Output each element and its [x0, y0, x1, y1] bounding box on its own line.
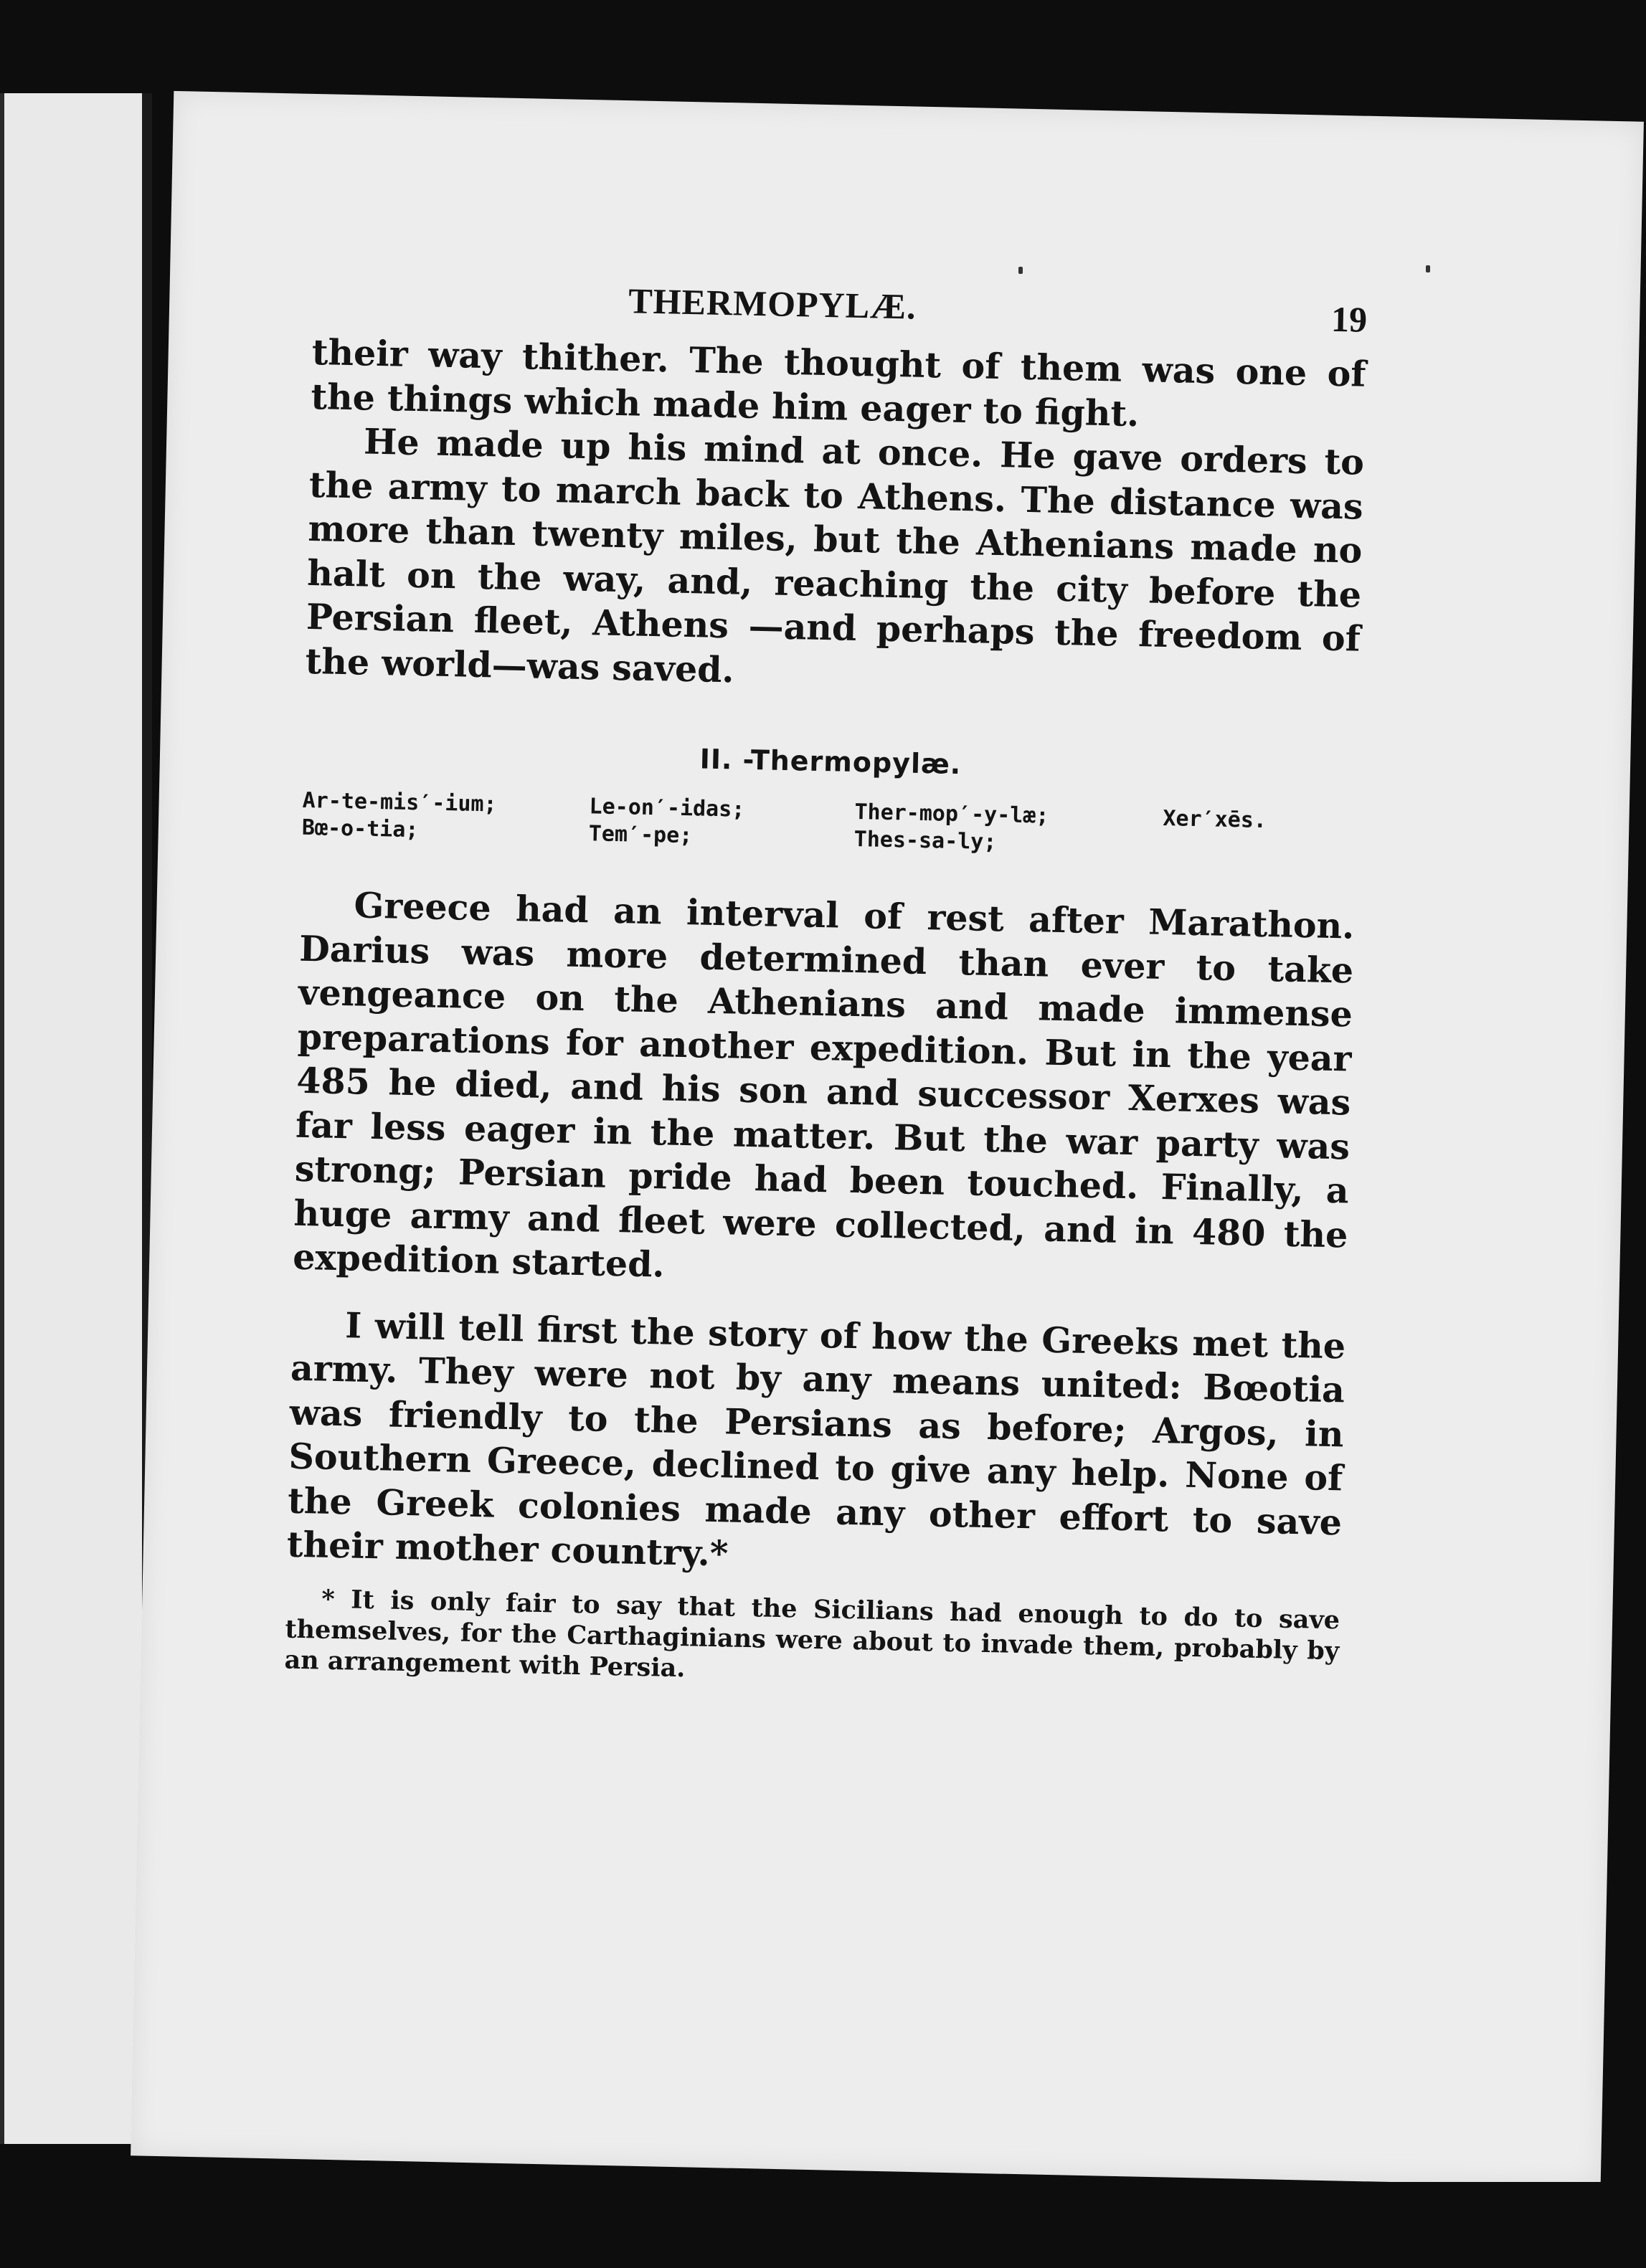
pronunciation-artemisium: Ar-te-mis′-ium; [302, 787, 497, 817]
pronunciation-thessaly: Thes-sa-ly; [853, 826, 997, 855]
pronunciation-leonidas: Le-on′-idas; [589, 794, 745, 822]
paragraph-greeks-met-army: I will tell first the story of how the Greeks met the army. They were not by any means united: Bœotia was friendly to the Persians as before; Argos, in Southern Greece, declined to give any help. None of the Greek colonies made any other effort to save their mother country.* [286, 1304, 1346, 1575]
page-text-block [283, 273, 1367, 1722]
pronunciation-boeotia: Bœ-o-tia; [301, 815, 419, 843]
footnote: * It is only fair to say that the Sicilians had enough to do to save themselves, for the Carthaginians were about to invade them, probably by an arrangement with Persia. [284, 1584, 1340, 1683]
paragraph-continued: their way thither. The thought of them was one of the things which made him eager to fight. [310, 331, 1367, 435]
pronunciation-xerxes: Xer′xēs. [1163, 805, 1267, 833]
facing-page-border [0, 93, 4, 2144]
scanner-bed-bottom [0, 2182, 1646, 2268]
scan-speck [1018, 267, 1023, 274]
pronunciation-thermopylae: Ther-mop′-y-læ; [854, 799, 1049, 829]
pronunciation-tempe: Tem′-pe; [588, 821, 693, 849]
facing-page-edge [0, 93, 147, 2144]
page-number: 19 [1330, 298, 1368, 340]
scan-speck [1426, 265, 1430, 272]
pronunciation-guide [302, 788, 1357, 863]
pronunciation-empty [1162, 833, 1356, 863]
section-heading: II. -Thermopylæ. [699, 743, 962, 781]
book-page [131, 91, 1644, 2186]
running-title: THERMOPYLÆ. [628, 280, 917, 327]
paragraph-interval-of-rest: Greece had an interval of rest after Marathon. Darius was more determined than ever to take vengeance on the Athenians and made immense preparations for another expedition. But in the year 485 he died, and his son and successor Xerxes was far less eager in the matter. But the war party was strong; Persian pride had been touched. Finally, a huge army and fleet were collected, and in 480 the expedition started. [292, 884, 1355, 1286]
paragraph-march-to-athens: He made up his mind at once. He gave orders to the army to march back to Athens. The distance was more than twenty miles, but the Athenians made no halt on the way, and, reaching the city before the Persian fleet, Athens —and perhaps the freedom of the world—was saved. [305, 420, 1365, 691]
